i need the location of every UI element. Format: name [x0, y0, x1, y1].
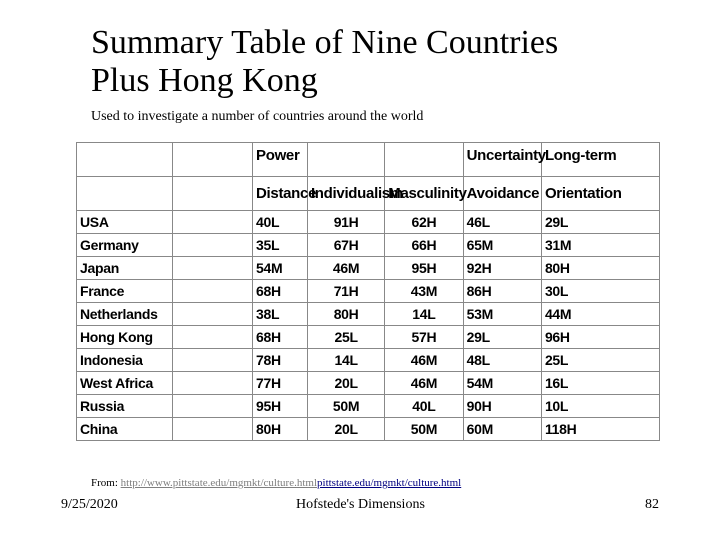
value-cell: 53M: [463, 303, 541, 326]
value-cell: 14L: [385, 303, 463, 326]
value-cell: 40L: [385, 395, 463, 418]
value-cell: 40L: [253, 211, 308, 234]
value-cell: 25L: [541, 349, 659, 372]
value-cell: 20L: [307, 418, 384, 441]
table-row: [77, 326, 660, 349]
header-cell: Individualism: [307, 177, 384, 211]
value-cell: 62H: [385, 211, 463, 234]
value-cell: [172, 418, 252, 441]
value-cell: 35L: [253, 234, 308, 257]
value-cell: [172, 211, 252, 234]
value-cell: 65M: [463, 234, 541, 257]
value-cell: [172, 234, 252, 257]
header-cell: Masculinity: [385, 177, 463, 211]
value-cell: 46M: [385, 349, 463, 372]
table-row: [77, 234, 660, 257]
value-cell: [172, 326, 252, 349]
value-cell: 29L: [463, 326, 541, 349]
from-label: From:: [91, 477, 121, 489]
value-cell: 54M: [253, 257, 308, 280]
subtitle: Used to investigate a number of countries around the world: [91, 109, 424, 124]
table-row: [77, 280, 660, 303]
value-cell: 80H: [541, 257, 659, 280]
table-row: [77, 418, 660, 441]
value-cell: 43M: [385, 280, 463, 303]
value-cell: 54M: [463, 372, 541, 395]
header-cell: Avoidance: [463, 177, 541, 211]
country-cell: Germany: [77, 234, 173, 257]
value-cell: 68H: [253, 280, 308, 303]
table-row: [77, 211, 660, 234]
value-cell: 30L: [541, 280, 659, 303]
value-cell: 16L: [541, 372, 659, 395]
value-cell: 29L: [541, 211, 659, 234]
country-cell: Indonesia: [77, 349, 173, 372]
value-cell: 14L: [307, 349, 384, 372]
table-row: [77, 395, 660, 418]
value-cell: 66H: [385, 234, 463, 257]
header-row-2: [77, 177, 660, 211]
header-cell: [385, 143, 463, 177]
value-cell: 50M: [385, 418, 463, 441]
table-body: [77, 211, 660, 441]
value-cell: 67H: [307, 234, 384, 257]
value-cell: 78H: [253, 349, 308, 372]
value-cell: 95H: [253, 395, 308, 418]
source-link-short[interactable]: pittstate.edu/mgmkt/culture.html: [317, 477, 462, 489]
source-footer: [91, 477, 461, 489]
country-cell: Russia: [77, 395, 173, 418]
value-cell: [172, 349, 252, 372]
value-cell: 118H: [541, 418, 659, 441]
header-cell: [77, 143, 173, 177]
header-cell: Uncertainty: [463, 143, 541, 177]
value-cell: 46L: [463, 211, 541, 234]
value-cell: 25L: [307, 326, 384, 349]
header-cell: Long-term: [541, 143, 659, 177]
country-cell: USA: [77, 211, 173, 234]
value-cell: [172, 395, 252, 418]
footer-date: 9/25/2020: [61, 497, 118, 512]
value-cell: 90H: [463, 395, 541, 418]
value-cell: [172, 303, 252, 326]
table-row: [77, 372, 660, 395]
header-cell: Distance: [253, 177, 308, 211]
value-cell: 80H: [307, 303, 384, 326]
value-cell: 38L: [253, 303, 308, 326]
value-cell: 50M: [307, 395, 384, 418]
value-cell: 95H: [385, 257, 463, 280]
value-cell: [172, 280, 252, 303]
source-link-url[interactable]: http://www.pittstate.edu/mgmkt/culture.html: [120, 477, 318, 489]
summary-table-image: [76, 142, 660, 460]
header-cell: [307, 143, 384, 177]
page-number: 82: [645, 497, 659, 512]
slide-title: [91, 24, 691, 100]
value-cell: 57H: [385, 326, 463, 349]
value-cell: 80H: [253, 418, 308, 441]
value-cell: 48L: [463, 349, 541, 372]
value-cell: 46M: [307, 257, 384, 280]
summary-table: [76, 142, 660, 441]
table-row: [77, 303, 660, 326]
value-cell: 96H: [541, 326, 659, 349]
country-cell: China: [77, 418, 173, 441]
country-cell: Japan: [77, 257, 173, 280]
value-cell: 86H: [463, 280, 541, 303]
value-cell: 46M: [385, 372, 463, 395]
value-cell: 31M: [541, 234, 659, 257]
title-line-1: Summary Table of Nine Countries: [91, 24, 559, 61]
value-cell: [172, 257, 252, 280]
value-cell: 71H: [307, 280, 384, 303]
header-cell: Power: [253, 143, 308, 177]
value-cell: 77H: [253, 372, 308, 395]
value-cell: [172, 372, 252, 395]
value-cell: 44M: [541, 303, 659, 326]
header-cell: [172, 177, 252, 211]
header-cell: [77, 177, 173, 211]
header-row-1: [77, 143, 660, 177]
value-cell: 68H: [253, 326, 308, 349]
footer-title: Hofstede's Dimensions: [296, 497, 425, 512]
country-cell: West Africa: [77, 372, 173, 395]
header-cell: [172, 143, 252, 177]
country-cell: Netherlands: [77, 303, 173, 326]
table-row: [77, 257, 660, 280]
table-row: [77, 349, 660, 372]
country-cell: France: [77, 280, 173, 303]
header-cell: Orientation: [541, 177, 659, 211]
title-line-2: Plus Hong Kong: [91, 62, 318, 99]
value-cell: 92H: [463, 257, 541, 280]
value-cell: 91H: [307, 211, 384, 234]
country-cell: Hong Kong: [77, 326, 173, 349]
value-cell: 20L: [307, 372, 384, 395]
value-cell: 10L: [541, 395, 659, 418]
value-cell: 60M: [463, 418, 541, 441]
